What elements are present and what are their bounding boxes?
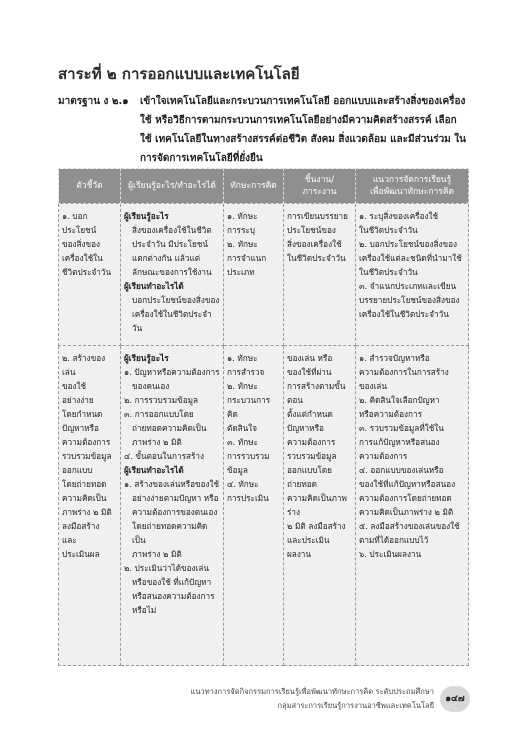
learn-line: หรือไม่ — [132, 605, 157, 615]
skills-line: ตัดสินใจ — [227, 423, 258, 433]
learn-line: หรือสนองความต้องการ — [132, 591, 215, 601]
skills-line: ข้อมูล — [227, 465, 248, 475]
header-work: ชิ้นงาน/ ภาระงาน — [284, 169, 356, 204]
approach-line: เครื่องใช้ในชีวิตประจำวัน — [359, 309, 449, 319]
footer-subject: กลุ่มสาระการเรียนรู้การงานอาชีพและเทคโนโลยี — [277, 701, 434, 710]
work-line: ของเล่น หรือ — [287, 353, 333, 363]
standard-code: มาตรฐาน ง ๒.๑ — [58, 96, 129, 107]
learn-line: ผู้เรียนทำอะไรได้ — [124, 281, 184, 291]
indicator-line: ความคิดเป็น — [62, 493, 107, 503]
indicator-line: ชีวิตประจำวัน — [62, 267, 112, 277]
approach-line: ๒. คิดสินใจเลือกปัญหา — [359, 395, 440, 405]
approach-line: การแก้ปัญหาหรือสนอง — [359, 437, 440, 447]
skills-line: การรวบรวม — [227, 451, 270, 461]
learn-line: บอกประโยชน์ของสิ่งของ — [132, 295, 220, 305]
approach-line: ความต้องการในการสร้าง — [359, 367, 449, 377]
indicator-line: ประเมินผล — [62, 549, 100, 559]
work-line: ผลงาน — [287, 549, 312, 559]
learn-line: ผู้เรียนรู้อะไร — [124, 353, 169, 363]
indicator-line: ลงมือสร้าง — [62, 521, 100, 531]
approach-line: เครื่องใช้แต่ละชนิดที่นำมาใช้ — [359, 253, 462, 263]
standard-text: เข้าใจเทคโนโลยีและกระบวนการเทคโนโลยี ออกแบบและสร้างสิ่งของเครื่องใช้ หรือวิธีการตามกระบวนการเทคโนโลยีอย่างมีความคิดสร้างสรรค์ เลือกใช้ เทคโนโลยีในทางสร้างสรรค์ต่อชีวิต สังคม สิ่งแวดล้อม และมีส่วนร่วม ในการจัดการเทคโนโลยีที่ยั่งยืน — [140, 96, 466, 164]
work-line: ออกแบบโดย — [287, 465, 332, 475]
indicator-line: ความต้องการ — [62, 437, 111, 447]
learn-line: ๑. สร้างของเล่นหรือของใช้ — [124, 479, 220, 489]
learn-line: สิ่งของเครื่องใช้ในชีวิต — [132, 225, 212, 235]
header-learn: ผู้เรียนรู้อะไร/ทำอะไรได้ — [121, 169, 224, 204]
learn-line: ๓. การออกแบบโดย — [124, 409, 194, 419]
skills-cell — [224, 204, 284, 346]
work-line: การเขียนบรรยาย — [287, 211, 348, 221]
work-line: ความต้องการ — [287, 437, 336, 447]
approach-line: ความต้องการโดยถ่ายทอด — [359, 493, 452, 503]
indicator-line: เครื่องใช้ใน — [62, 253, 103, 263]
work-line: ประโยชน์ของ — [287, 225, 336, 235]
indicator-line: อย่างง่าย — [62, 395, 94, 405]
indicator-line: และ — [62, 535, 77, 545]
work-line: และประเมิน — [287, 535, 330, 545]
approach-line: ๕. ลงมือสร้างของเล่นของใช้ — [359, 521, 460, 531]
learn-line: ๔. ขั้นตอนในการสร้าง — [124, 451, 204, 461]
approach-line: ตามที่ได้ออกแบบไว้ — [359, 535, 429, 545]
table-row — [59, 204, 469, 346]
approach-line: ความต้องการ — [359, 451, 408, 461]
approach-line: ๒. บอกประโยชน์ของสิ่งของ — [359, 239, 458, 249]
learn-line: ๒. การรวบรวมข้อมูล — [124, 395, 199, 405]
indicator-line: ของใช้ — [62, 381, 87, 391]
indicator-line: ๑. บอก — [62, 211, 88, 221]
learn-line: เครื่องใช้ในชีวิตประจำวัน — [132, 309, 212, 333]
learn-line: อย่างง่ายตามปัญหา หรือ — [132, 493, 219, 503]
learn-line: ของคนเอง — [132, 381, 170, 391]
work-line: รวบรวมข้อมูล — [287, 451, 337, 461]
skills-line: ๒. ทักษะ — [227, 239, 258, 249]
skills-line: ประเภท — [227, 267, 255, 277]
learn-line: โดยถ่ายทอดความคิดเป็น — [132, 521, 208, 545]
approach-line: ในชีวิตประจำวัน — [359, 225, 418, 235]
skills-line: การระบุ — [227, 225, 255, 235]
curriculum-table — [58, 168, 469, 666]
indicator-line: รวบรวมข้อมูล — [62, 451, 112, 461]
indicator-line: ออกแบบ — [62, 465, 93, 475]
learn-line: ความต้องการของตนเอง — [132, 507, 218, 517]
approach-cell — [356, 204, 469, 346]
skills-line: กระบวนการคิด — [227, 395, 271, 419]
learn-line: ถ่ายทอดความคิดเป็น — [132, 423, 207, 433]
learn-line: แตกต่างกัน แล้วแต่ — [132, 253, 201, 263]
learn-line: ภาพร่าง ๒ มิติ — [132, 437, 182, 447]
indicator-line: โดยถ่ายทอด — [62, 479, 107, 489]
skills-line: การประเมิน — [227, 493, 269, 503]
approach-line: ๑. สำรวจปัญหาหรือ — [359, 353, 430, 363]
approach-line: ๔. ออกแบบของเล่นหรือ — [359, 465, 444, 475]
work-line: ของใช้ที่ผ่าน — [287, 367, 332, 377]
table-row — [59, 346, 469, 666]
indicator-line: ปัญหาหรือ — [62, 423, 99, 433]
learn-line: ๑. ปัญหาหรือความต้องการ — [124, 367, 220, 377]
footer-series: แนวทางการจัดกิจกรรมการเรียนรู้เพื่อพัฒนาทักษะการคิด ระดับประถมศึกษา — [190, 687, 434, 696]
header-indicator: ตัวชี้วัด — [59, 169, 121, 204]
learn-line: ๒. ประเมินว่าได้ของเล่น — [124, 563, 209, 573]
learn-line: ผู้เรียนรู้อะไร — [124, 211, 169, 221]
work-line: สิ่งของเครื่องใช้ — [287, 239, 342, 249]
skills-line: ๒. ทักษะ — [227, 381, 258, 391]
approach-line: ๓. รวบรวมข้อมูลที่ใช้ใน — [359, 423, 444, 433]
indicator-cell — [59, 346, 121, 666]
header-approach: แนวการจัดการเรียนรู้ เพื่อพัฒนาทักษะการคิด — [356, 169, 469, 204]
indicator-line: ๒. สร้างของเล่น — [62, 353, 106, 377]
skills-cell — [224, 346, 284, 666]
table-header-row — [59, 169, 469, 204]
approach-line: ของใช้ที่แก้ปัญหาหรือสนอง — [359, 479, 456, 489]
approach-line: ๖. ประเมินผลงาน — [359, 549, 422, 559]
approach-line: ความคิดเป็นภาพร่าง ๒ มิติ — [359, 507, 454, 517]
learn-line: ประจำวัน มีประโยชน์ — [132, 239, 208, 249]
skills-line: ๑. ทักษะ — [227, 353, 258, 363]
indicator-line: ของสิ่งของ — [62, 239, 101, 249]
work-cell — [284, 346, 356, 666]
work-cell — [284, 204, 356, 346]
learn-cell — [121, 346, 224, 666]
approach-line: หรือความต้องการ — [359, 409, 422, 419]
work-line: ปัญหาหรือ — [287, 423, 324, 433]
approach-cell — [356, 346, 469, 666]
learn-line: ภาพร่าง ๒ มิติ — [132, 549, 182, 559]
skills-line: การจำแนก — [227, 253, 267, 263]
work-line: ความคิดเป็นภาพร่าง — [287, 493, 347, 517]
work-line: ถ่ายทอด — [287, 479, 317, 489]
approach-line: ๓. จำแนกประเภทและเขียน — [359, 281, 457, 291]
approach-line: ของเล่น — [359, 381, 387, 391]
standard-block — [58, 92, 468, 168]
work-line: ตั้งแต่กำหนด — [287, 409, 333, 419]
learn-cell — [121, 204, 224, 346]
indicator-cell — [59, 204, 121, 346]
indicator-line: ภาพร่าง ๒ มิติ — [62, 507, 112, 517]
skills-line: การสำรวจ — [227, 367, 265, 377]
learn-line: หรือของใช้ ที่แก้ปัญหา — [132, 577, 212, 587]
skills-line: ๓. ทักษะ — [227, 437, 258, 447]
skills-line: ๔. ทักษะ — [227, 479, 259, 489]
approach-line: ในชีวิตประจำวัน — [359, 267, 418, 277]
approach-line: ๑. ระบุสิ่งของเครื่องใช้ — [359, 211, 439, 221]
strand-title: สาระที่ ๒ การออกแบบและเทคโนโลยี — [58, 65, 300, 83]
indicator-line: โดยกำหนด — [62, 409, 103, 419]
approach-line: บรรยายประโยชน์ของสิ่งของ — [359, 295, 460, 305]
skills-line: ๑. ทักษะ — [227, 211, 258, 221]
learn-line: ผู้เรียนทำอะไรได้ — [124, 465, 184, 475]
learn-line: ลักษณะของการใช้งาน — [132, 267, 212, 277]
work-line: การสร้างตามขั้นตอน — [287, 381, 346, 405]
header-skills: ทักษะการคิด — [224, 169, 284, 204]
indicator-line: ประโยชน์ — [62, 225, 97, 235]
page-number: ๑๔๗ — [440, 686, 470, 712]
work-line: ๒ มิติ ลงมือสร้าง — [287, 521, 346, 531]
work-line: ในชีวิตประจำวัน — [287, 253, 346, 263]
